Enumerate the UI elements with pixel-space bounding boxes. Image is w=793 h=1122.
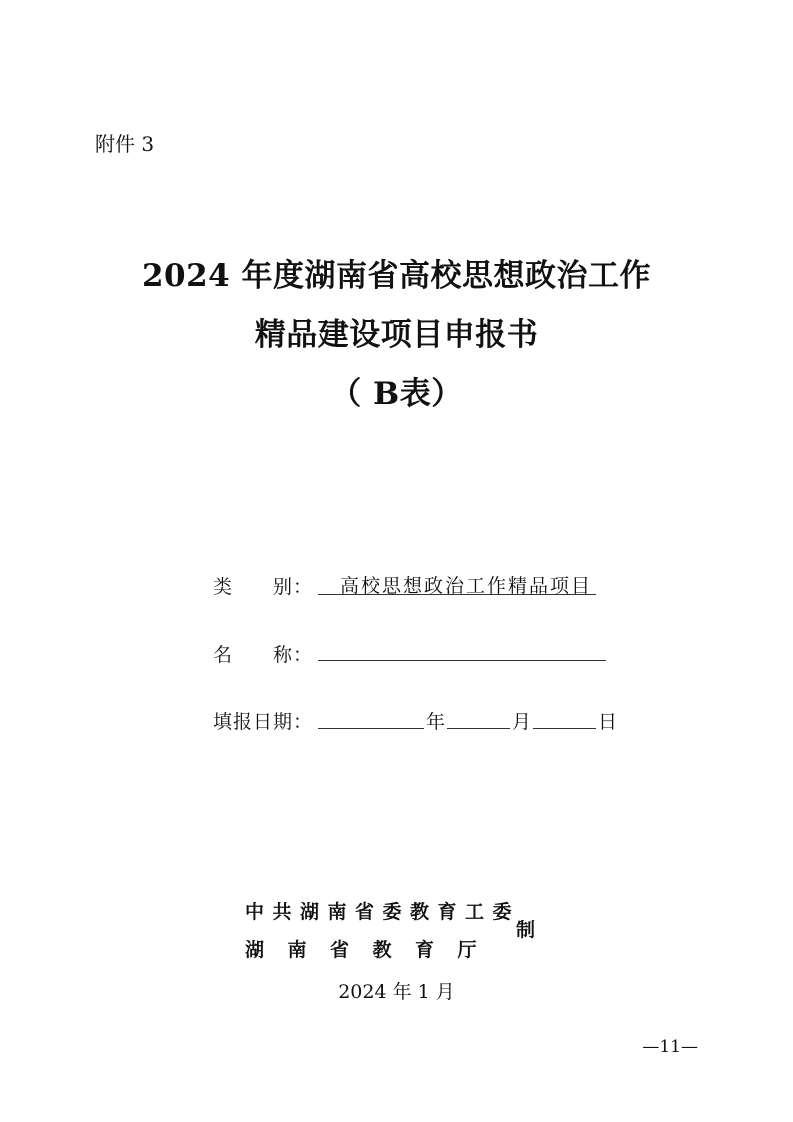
date-year-unit: 年	[426, 711, 446, 733]
issuer-org-2: 湖南省教育厅	[245, 939, 501, 961]
document-title-line-1: 2024 年度湖南省高校思想政治工作	[141, 258, 652, 294]
name-label: 名 称：	[213, 644, 314, 666]
date-label: 填报日期：	[213, 711, 314, 733]
issue-date: 2024 年 1 月	[338, 981, 455, 1003]
category-field[interactable]: 高校思想政治工作精品项目	[318, 571, 596, 595]
issuer-suffix: 制	[516, 919, 536, 941]
date-month-unit: 月	[512, 711, 532, 733]
date-day-field[interactable]	[533, 704, 596, 729]
date-day-unit: 日	[598, 711, 618, 733]
date-year-field[interactable]	[318, 704, 424, 729]
category-label: 类 别：	[213, 576, 314, 598]
date-month-field[interactable]	[447, 704, 510, 729]
page-number: —11—	[642, 1037, 698, 1057]
attachment-label: 附件 3	[95, 132, 155, 156]
document-title-line-2: 精品建设项目申报书	[254, 317, 539, 353]
name-field[interactable]	[318, 636, 606, 661]
issuer-org-1: 中共湖南省委教育工委	[245, 901, 521, 923]
document-title-line-3: （ B表）	[330, 376, 463, 412]
